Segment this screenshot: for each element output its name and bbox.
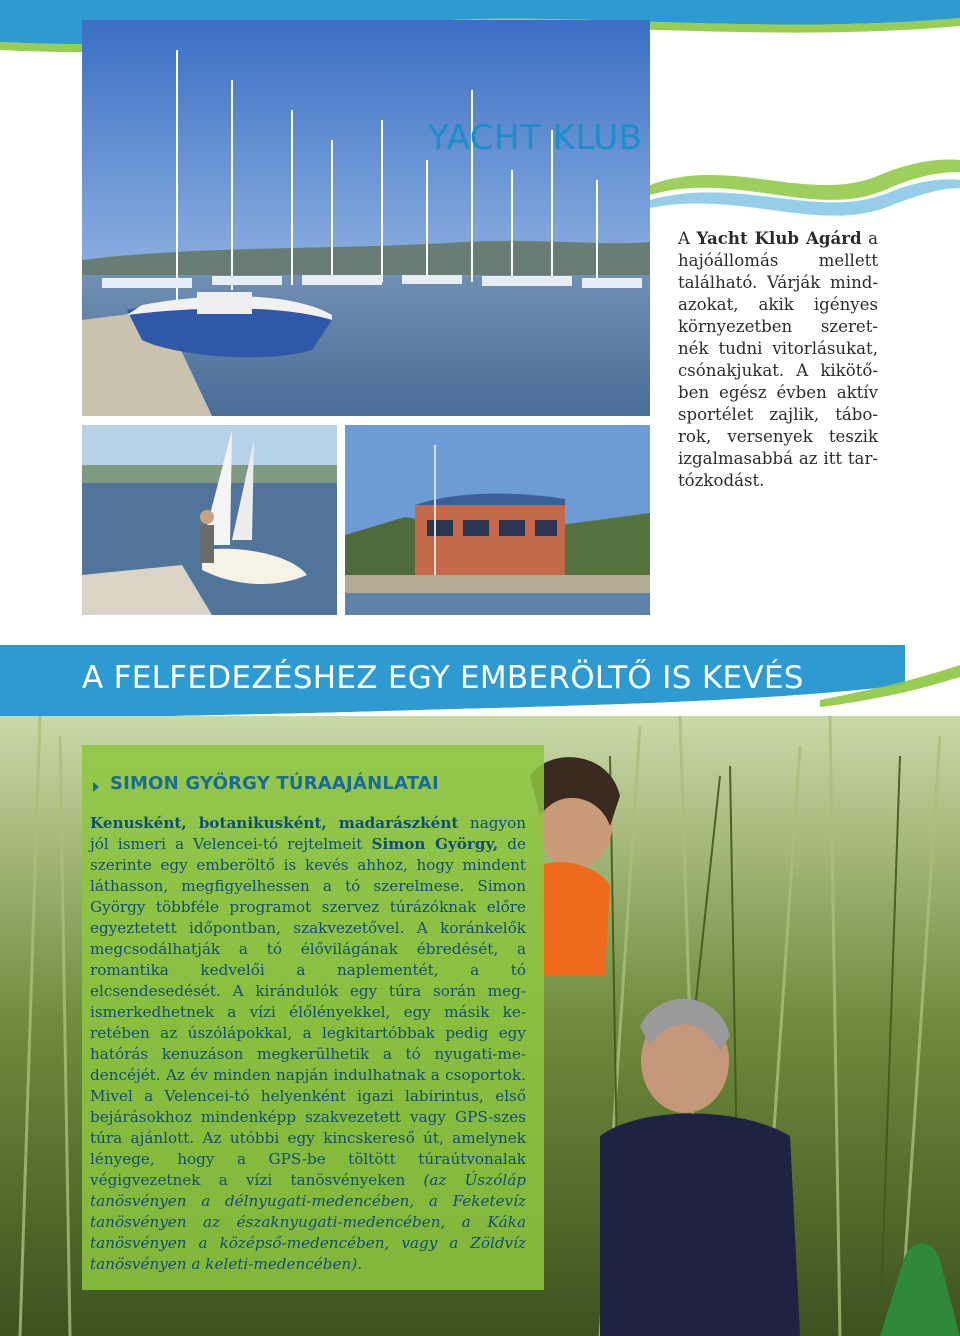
simon-text-2: de szerinte egy emberöltő is kevés ahhoz, hogy mindent láthasson, megfigyelhessen a tó szerelmese. Simon György többféle programot szervez túrázóknak előre egyeztetett időpontban, szakvezetővel. A koránkelők megcsodálhatják a tó élővilágának ébredését, a romantika kedvelői a naplementét, a tó elcsendesedését. A kirándulók egy túra során megismerkedhetnek a vízi élőlényekkel, egy másik keretében az úszólápokkal, a legkitartóbbak pedig egy hatórás kenuzáson megkerülhetik a tó nyugati-medencéjét. Az év minden napján indulhatnak a csoportok. Mivel a Velencei-tó helyenként igazi labirintus, első bejárásokhoz mindenképp szakvezetett vagy GPS-szes túra ajánlott. Az utóbbi egy kincskereső út, amelynek lényege, hogy a GPS-be töltött túraútvonalak végigvezetnek a vízi tanösvényeken: [90, 835, 526, 1189]
simon-gyorgy-heading: SIMON GYÖRGY TÚRAAJÁNLATAI: [110, 773, 439, 794]
simon-bold-name: Simon György,: [371, 835, 499, 853]
marina-photo: [82, 20, 650, 416]
simon-italic-text: (az Úszóláp tanösvényen a délnyugati-medencében, a Feketevíz tanösvényen az északnyugati-medencében, a Káka tanösvényen a középső-medencében, vagy a Zöldvíz tanösvényen a keleti-medencében).: [90, 1171, 526, 1273]
simon-text-1: nagyon jól ismeri a Velencei-tó rejtelmeit: [90, 814, 526, 853]
heading-arrow-icon: [93, 782, 99, 792]
simon-bold-intro: Kenusként, botanikusként, madarászként: [90, 814, 459, 832]
section-title: A FELFEDEZÉSHEZ EGY EMBERÖLTŐ IS KEVÉS: [82, 660, 804, 696]
yacht-klub-description: [678, 227, 878, 492]
yacht-klub-name: Yacht Klub Agárd: [696, 228, 862, 248]
yacht-body-prefix: A: [678, 229, 697, 248]
sailing-dinghies-photo: [82, 425, 337, 615]
yacht-klub-title: YACHT KLUB: [428, 118, 643, 158]
yacht-body-text: a hajóállomás mellett található. Várják mindazokat, akik igényes környezetben szeretnék tudni vitorlásukat, csónakjukat. A kikötőben egész évben aktív sportélet zajlik, táborok, versenyek teszik izgalmasabbá az itt tartózkodást.: [678, 229, 878, 490]
yacht-title-wave: [650, 150, 960, 220]
yacht-club-building-photo: [345, 425, 650, 615]
simon-gyorgy-description: [90, 813, 526, 1275]
